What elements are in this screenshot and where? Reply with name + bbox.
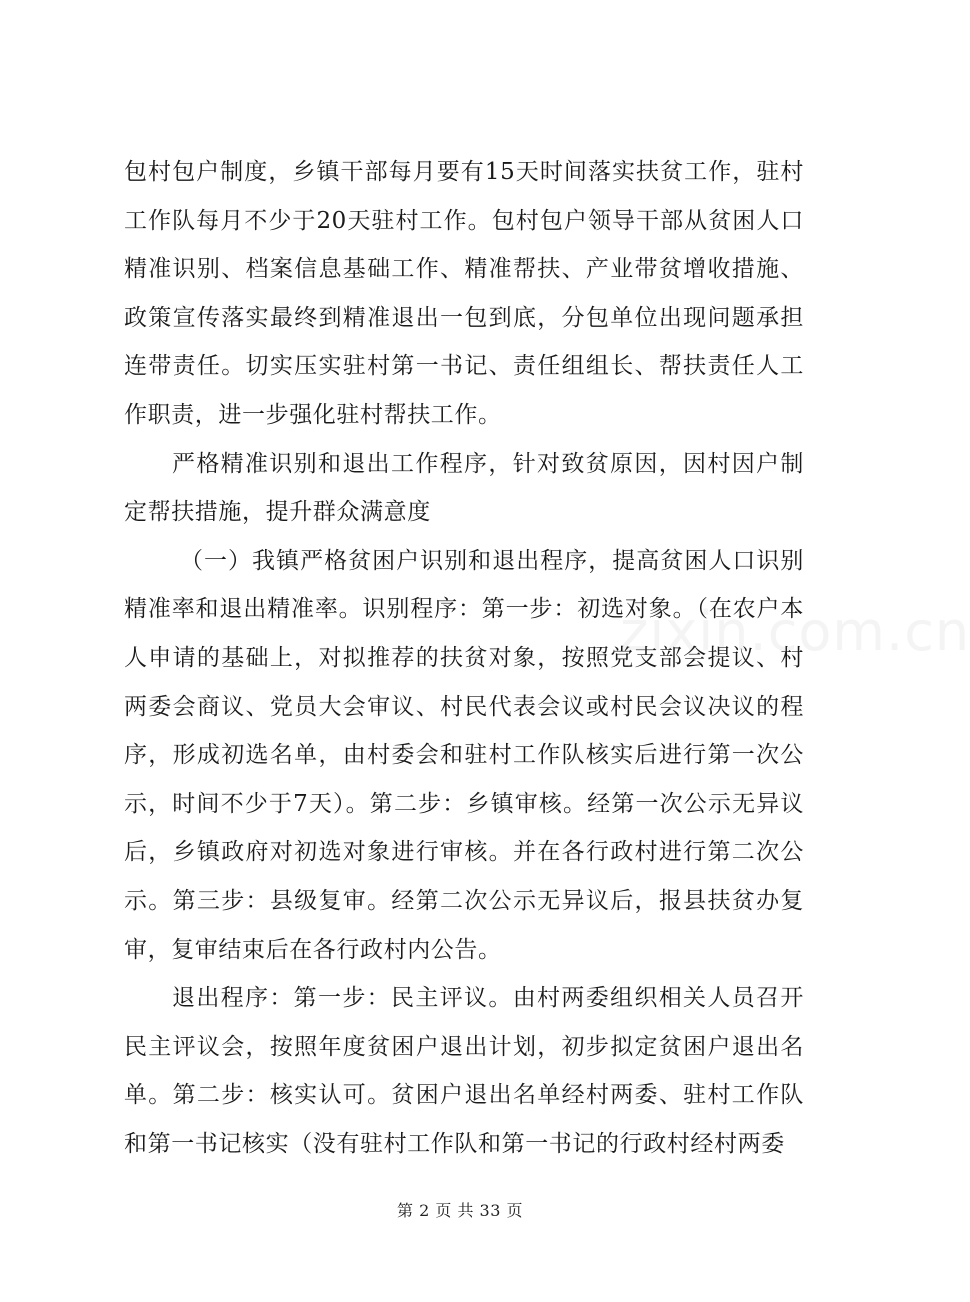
paragraph-2: 严格精准识别和退出工作程序，针对致贫原因，因村因户制定帮扶措施，提升群众满意度 [124,450,804,526]
watermark: zixin.com.cn [620,600,970,663]
paragraph-1: 包村包户制度，乡镇干部每月要有15天时间落实扶贫工作，驻村工作队每月不少于20天驻村工作。包村包户领导干部从贫困人口精准识别、档案信息基础工作、精准帮扶、产业带贫增收措施、政策宣传落实最终到精准退出一包到底，分包单位出现问题承担连带责任。切实压实驻村第一书记、责任组组长、帮扶责任人工作职责，进一步强化驻村帮扶工作。 [124,159,804,428]
document-body [124,148,804,1168]
paragraph-3: （一）我镇严格贫困户识别和退出程序，提高贫困人口识别精准率和退出精准率。识别程序：第一步：初选对象。（在农户本人申请的基础上，对拟推荐的扶贫对象，按照党支部会提议、村两委会商议、党员大会审议、村民代表会议或村民会议决议的程序，形成初选名单，由村委会和驻村工作队核实后进行第一次公示，时间不少于7天）。第二步：乡镇审核。经第一次公示无异议后，乡镇政府对初选对象进行审核。并在各行政村进行第二次公示。第三步：县级复审。经第二次公示无异议后，报县扶贫办复审，复审结束后在各行政村内公告。 [124,547,804,963]
page-number-footer: 第 2 页 共 33 页 [397,1201,523,1220]
paragraph-4: 退出程序：第一步：民主评议。由村两委组织相关人员召开民主评议会，按照年度贫困户退出计划，初步拟定贫困户退出名单。第二步：核实认可。贫困户退出名单经村两委、驻村工作队和第一书记核实（没有驻村工作队和第一书记的行政村经村两委 [124,985,804,1157]
